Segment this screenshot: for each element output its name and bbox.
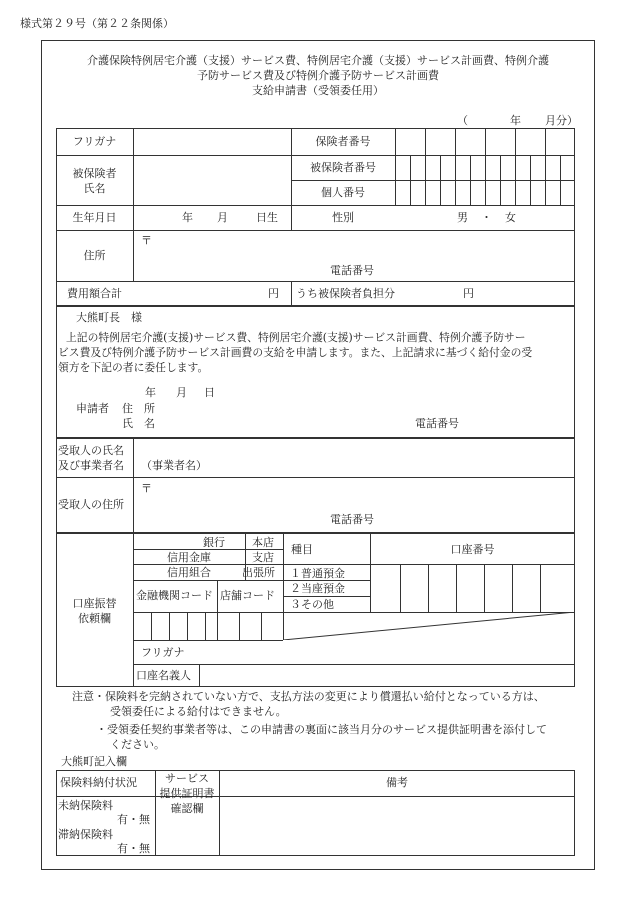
birth-month: 月 bbox=[217, 211, 228, 224]
office-service-2: 提供証明書 bbox=[159, 787, 215, 800]
sex-dot: ・ bbox=[481, 211, 492, 224]
bank-shinkin: 信用金庫 bbox=[167, 551, 211, 564]
account-holder-input[interactable] bbox=[200, 665, 574, 686]
furigana-label: フリガナ bbox=[72, 135, 117, 148]
bank-section-label-2: 依頼欄 bbox=[78, 612, 111, 625]
office-payment-status: 保険料納付状況 bbox=[60, 776, 137, 789]
bank-shiten: 支店 bbox=[252, 551, 274, 564]
insurer-number-label: 保険者番号 bbox=[315, 135, 371, 148]
cost-total-label: 費用額合計 bbox=[67, 287, 122, 300]
note-2-line1: ・受領委任契約事業者等は、この申請書の裏面に該当月分のサービス提供証明書を添付して bbox=[96, 723, 547, 736]
bank-type-2[interactable]: ２当座預金 bbox=[290, 582, 345, 595]
bank-kumiai: 信用組合 bbox=[167, 566, 211, 579]
applicant-name-label: 氏 名 bbox=[122, 417, 155, 430]
addressee: 大熊町長 様 bbox=[76, 311, 142, 324]
insured-number-input[interactable] bbox=[396, 156, 574, 180]
bank-bank: 銀行 bbox=[203, 536, 225, 549]
personal-number-label: 個人番号 bbox=[321, 186, 365, 199]
bank-shucchojo: 出張所 bbox=[242, 566, 275, 579]
birth-day: 日生 bbox=[256, 211, 278, 224]
period-month: 月分） bbox=[545, 114, 578, 127]
bank-section-label-1: 口座振替 bbox=[72, 597, 117, 610]
office-service-1: サービス bbox=[165, 772, 209, 785]
bank-furigana: フリガナ bbox=[141, 646, 185, 659]
request-body-3: 領方を下記の者に委任します。 bbox=[58, 361, 209, 374]
recipient-address-input[interactable] bbox=[134, 478, 574, 532]
office-overdue-yn[interactable]: 有・無 bbox=[117, 842, 150, 855]
bank-type-3[interactable]: ３その他 bbox=[290, 598, 334, 611]
request-body-2: ビス費及び特例介護予防サービス計画費の支給を申請します。また、上記請求に基づく給付金の受 bbox=[58, 346, 533, 359]
office-unpaid-yn[interactable]: 有・無 bbox=[117, 813, 150, 826]
title-line1: 介護保険特例居宅介護（支援）サービス費、特例居宅介護（支援）サービス計画費、特例介護 bbox=[87, 54, 549, 67]
birth-year: 年 bbox=[182, 211, 193, 224]
applicant-address-label: 住 所 bbox=[122, 402, 155, 415]
insurer-number-input[interactable] bbox=[396, 129, 574, 154]
recipient-phone-label: 電話番号 bbox=[330, 513, 374, 526]
office-service-3: 確認欄 bbox=[170, 802, 204, 815]
applicant-input[interactable] bbox=[170, 398, 400, 432]
bank-holder: 口座名義人 bbox=[136, 669, 191, 682]
insured-number-label: 被保険者番号 bbox=[310, 161, 376, 174]
office-unpaid: 未納保険料 bbox=[58, 799, 113, 812]
bank-institution-code: 金融機関コード bbox=[136, 589, 213, 602]
insured-name-label-2: 氏名 bbox=[83, 182, 106, 195]
title-line3: 支給申請書（受領委任用） bbox=[252, 84, 384, 97]
copay-yen: 円 bbox=[463, 287, 474, 300]
furigana-input[interactable] bbox=[134, 129, 290, 154]
request-year: 年 bbox=[145, 386, 156, 399]
office-overdue: 滞納保険料 bbox=[58, 828, 113, 841]
note-1-line1: 注意・保険料を完納されていない方で、支払方法の変更により償還払い給付となっている方は、 bbox=[72, 690, 545, 703]
bank-type: 種目 bbox=[291, 543, 313, 556]
office-remarks: 備考 bbox=[386, 776, 408, 789]
diagonal-slash bbox=[283, 612, 575, 640]
sex-male[interactable]: 男 bbox=[457, 211, 468, 224]
office-title: 大熊町記入欄 bbox=[61, 755, 127, 768]
recipient-name-input[interactable] bbox=[134, 439, 574, 476]
bank-honten: 本店 bbox=[252, 536, 274, 549]
note-1-line2: 受領委任による給付はできません。 bbox=[110, 705, 287, 718]
title-line2: 予防サービス費及び特例介護予防サービス計画費 bbox=[197, 69, 439, 82]
recipient-name-label-1: 受取人の氏名 bbox=[58, 444, 124, 457]
request-day: 日 bbox=[204, 386, 215, 399]
recipient-postal-mark: 〒 bbox=[141, 482, 152, 495]
recipient-address-label: 受取人の住所 bbox=[58, 498, 124, 511]
insured-name-input[interactable] bbox=[134, 156, 290, 204]
address-label: 住所 bbox=[83, 249, 106, 262]
personal-number-input[interactable] bbox=[396, 181, 574, 205]
applicant-label: 申請者 bbox=[76, 402, 109, 415]
request-body-1: 上記の特例居宅介護(支援)サービス費、特例居宅介護(支援)サービス計画費、特例介護予防サー bbox=[66, 331, 526, 344]
insured-name-label-1: 被保険者 bbox=[72, 167, 117, 180]
cost-total-yen: 円 bbox=[268, 287, 279, 300]
sex-female[interactable]: 女 bbox=[505, 211, 516, 224]
period-open: （ bbox=[457, 114, 468, 127]
form-number: 様式第２９号（第２２条関係） bbox=[20, 17, 174, 30]
bank-account-number: 口座番号 bbox=[450, 543, 495, 556]
recipient-name-label-2: 及び事業者名 bbox=[58, 459, 124, 472]
bank-branch-code: 店舗コード bbox=[220, 589, 275, 602]
period-year: 年 bbox=[510, 114, 521, 127]
copay-label: うち被保険者負担分 bbox=[296, 287, 395, 300]
applicant-phone-label: 電話番号 bbox=[415, 417, 459, 430]
request-month: 月 bbox=[176, 386, 187, 399]
sex-label: 性別 bbox=[332, 211, 354, 224]
bank-type-1[interactable]: １普通預金 bbox=[290, 567, 345, 580]
note-2-line2: ください。 bbox=[110, 738, 165, 751]
address-phone-label: 電話番号 bbox=[330, 264, 374, 277]
birthdate-label: 生年月日 bbox=[72, 211, 117, 224]
postal-mark: 〒 bbox=[141, 234, 152, 247]
recipient-business-name: （事業者名） bbox=[141, 459, 207, 472]
